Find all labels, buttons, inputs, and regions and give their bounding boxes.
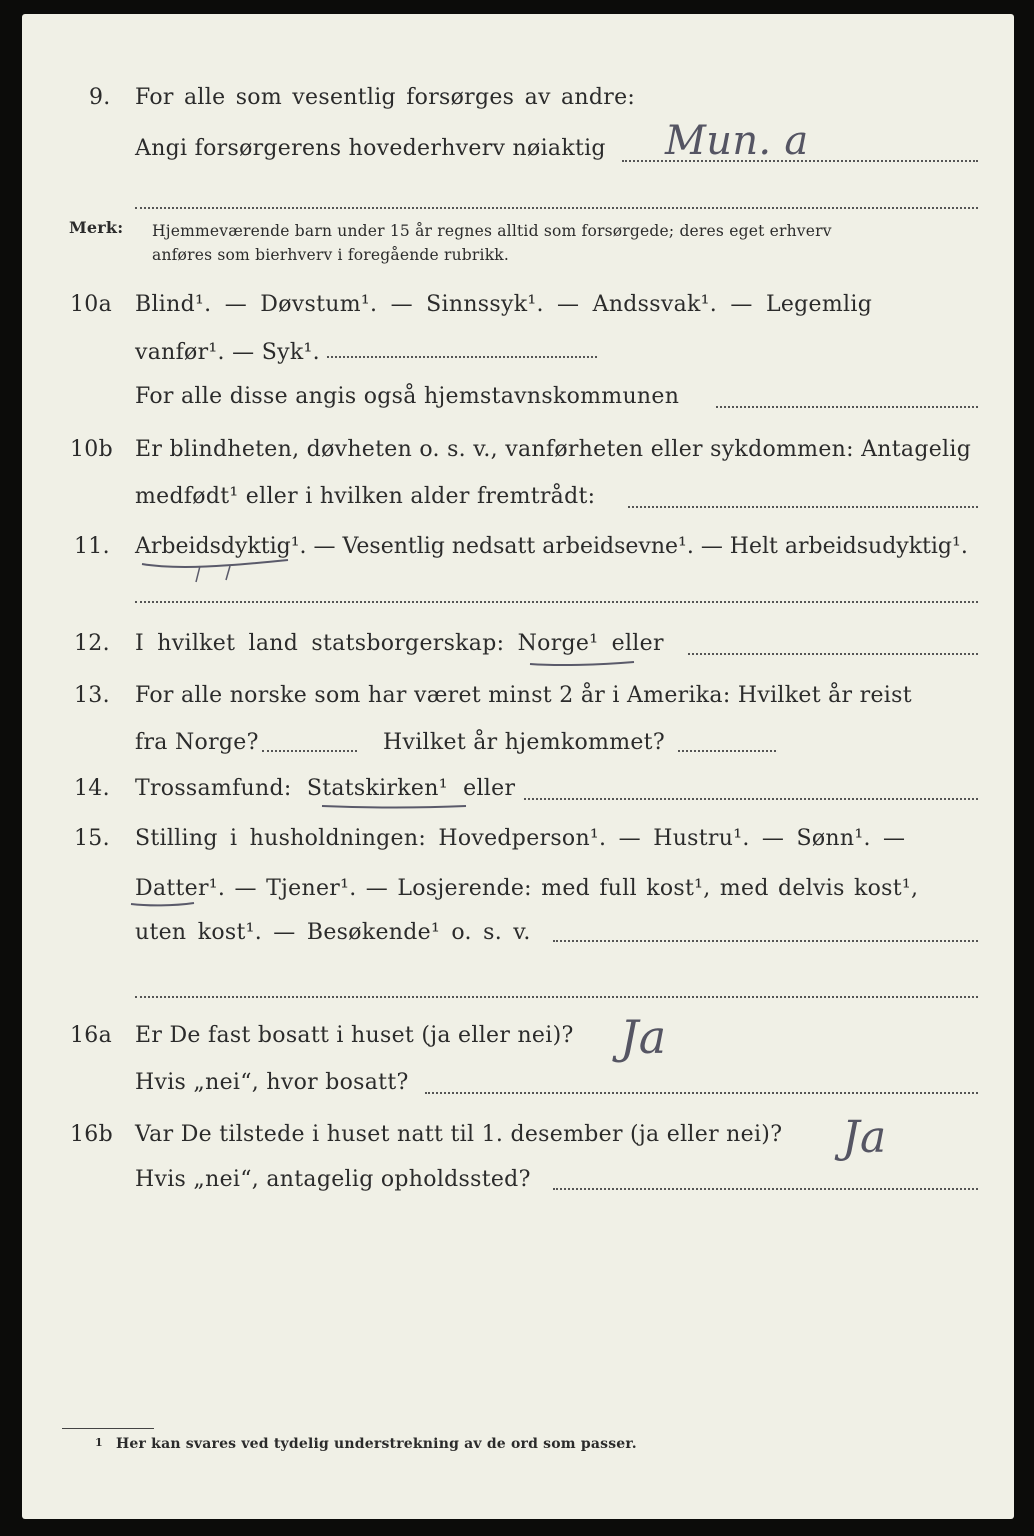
q14-underline-mark xyxy=(320,800,470,816)
q9-handwritten-answer: Mun. a xyxy=(665,118,809,164)
q9-continuation-line xyxy=(135,207,978,209)
q13-number: 13. xyxy=(74,683,110,708)
q14-number: 14. xyxy=(74,776,110,801)
q16b-question: Var De tilstede i huset natt til 1. desember (ja eller nei)? xyxy=(135,1122,783,1147)
q10b-number: 10b xyxy=(70,437,113,462)
q16b-opholdssted-line xyxy=(553,1188,978,1190)
footnote-rule xyxy=(62,1428,154,1429)
q11-number: 11. xyxy=(74,534,110,559)
q13-question-line2a: fra Norge? xyxy=(135,730,259,755)
q15-question: Stilling i husholdningen: Hovedperson¹. — Hustru¹. — Sønn¹. — xyxy=(135,826,906,851)
q10a-number: 10a xyxy=(70,292,113,317)
q12-answer-line xyxy=(688,653,978,655)
q10a-question-line3: For alle disse angis også hjemstavnskommunen xyxy=(135,384,680,409)
q15-underline-mark xyxy=(128,898,198,912)
q16a-question-line2: Hvis „nei“, hvor bosatt? xyxy=(135,1070,409,1095)
q14-question: Trossamfund: Statskirken¹ eller xyxy=(135,776,516,801)
merk-note-line1: Hjemmeværende barn under 15 år regnes alltid som forsørgede; deres eget erhverv xyxy=(152,222,832,240)
q15-answer-line xyxy=(553,940,978,942)
q9-number: 9. xyxy=(89,85,111,110)
q15-question-line3: uten kost¹. — Besøkende¹ o. s. v. xyxy=(135,920,531,945)
q10b-answer-line xyxy=(628,506,978,508)
q13-hjemkommet-line xyxy=(678,750,776,752)
q11-underline-mark xyxy=(138,556,298,586)
q13-question: For alle norske som har været minst 2 år i Amerika: Hvilket år reist xyxy=(135,683,912,708)
footnote-mark: 1 xyxy=(95,1436,103,1449)
q16a-question: Er De fast bosatt i huset (ja eller nei)? xyxy=(135,1023,574,1048)
q16a-bosatt-line xyxy=(425,1092,978,1094)
q10a-hjemstavn-line xyxy=(716,406,978,408)
q16a-number: 16a xyxy=(70,1023,113,1048)
q15-continuation-line xyxy=(135,996,978,998)
merk-label: Merk: xyxy=(69,218,124,237)
q16b-question-line2: Hvis „nei“, antagelig opholdssted? xyxy=(135,1167,531,1192)
q15-number: 15. xyxy=(74,826,110,851)
q14-answer-line xyxy=(524,798,978,800)
q9-question: For alle som vesentlig forsørges av andre: xyxy=(135,85,636,110)
q16b-number: 16b xyxy=(70,1122,113,1147)
q16b-handwritten-answer: Ja xyxy=(842,1112,887,1163)
q15-question-line2: Datter¹. — Tjener¹. — Losjerende: med full kost¹, med delvis kost¹, xyxy=(135,876,919,901)
merk-note-line2: anføres som bierhverv i foregående rubrikk. xyxy=(152,246,510,264)
q11-continuation-line xyxy=(135,601,978,603)
q12-question: I hvilket land statsborgerskap: Norge¹ eller xyxy=(135,631,664,656)
q9-question-line2: Angi forsørgerens hovederhverv nøiaktig xyxy=(135,136,606,161)
q10b-question: Er blindheten, døvheten o. s. v., vanførheten eller sykdommen: Antagelig xyxy=(135,437,972,462)
q10a-question-line2: vanfør¹. — Syk¹. xyxy=(135,340,320,365)
q11-question: Arbeidsdyktig¹. — Vesentlig nedsatt arbeidsevne¹. — Helt arbeidsudyktig¹. xyxy=(135,534,968,559)
q10a-syk-line xyxy=(327,356,597,358)
q16a-handwritten-answer: Ja xyxy=(620,1010,667,1064)
q13-reist-line xyxy=(262,750,357,752)
footnote-text: Her kan svares ved tydelig understrekning av de ord som passer. xyxy=(116,1436,637,1452)
q12-underline-mark xyxy=(528,656,638,672)
q10b-question-line2: medfødt¹ eller i hvilken alder fremtrådt: xyxy=(135,484,596,509)
q12-number: 12. xyxy=(74,631,110,656)
q10a-question: Blind¹. — Døvstum¹. — Sinnssyk¹. — Andssvak¹. — Legemlig xyxy=(135,292,873,317)
q13-question-line2b: Hvilket år hjemkommet? xyxy=(383,730,665,755)
